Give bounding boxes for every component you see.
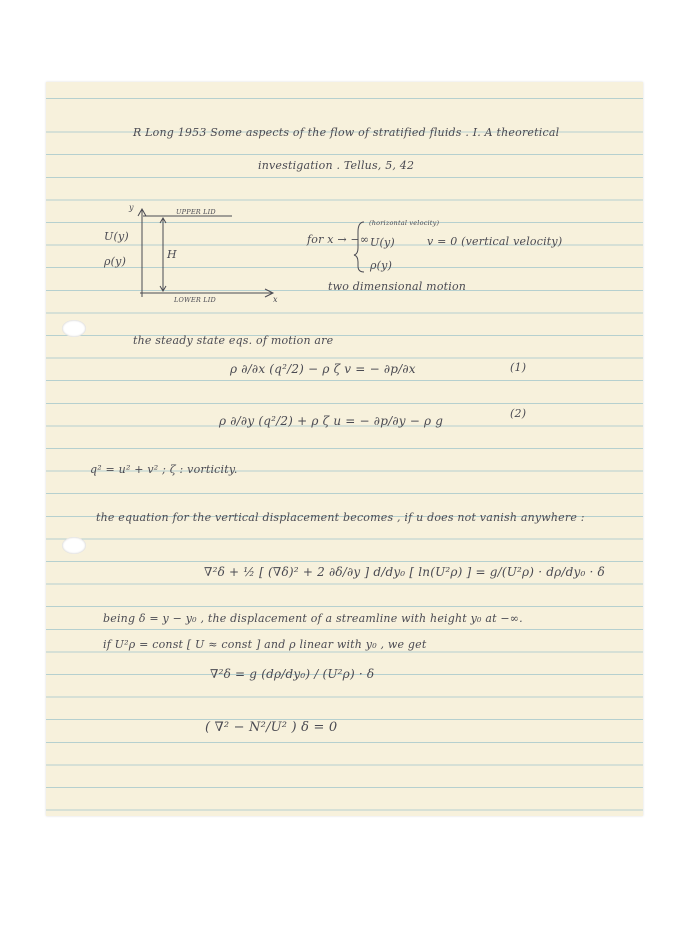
for-x-condition: for x → −∞ xyxy=(307,233,370,246)
left-brace xyxy=(354,222,364,272)
horizontal-velocity-note: (horizontal velocity) xyxy=(369,219,440,227)
equation-1: ρ ∂/∂x (q²/2) − ρ ζ v = − ∂p/∂x xyxy=(230,362,416,376)
q-definition: q² = u² + v² ; ζ : vorticity. xyxy=(90,463,238,476)
two-dimensional-note: two dimensional motion xyxy=(328,280,467,293)
v-equals-zero: v = 0 (vertical velocity) xyxy=(427,235,563,248)
displacement-intro: the equation for the vertical displacement becomes , if u does not vanish anywhere : xyxy=(96,511,585,524)
x-axis-label: x xyxy=(273,295,278,304)
u-of-y-label: U(y) xyxy=(104,230,129,243)
final-equation: ( ∇² − N²/U² ) δ = 0 xyxy=(205,720,338,735)
lower-lid-label: LOWER LID xyxy=(174,296,216,304)
delta-definition: being δ = y − y₀ , the displacement of a streamline with height y₀ at −∞. xyxy=(103,612,523,625)
reference-line: R Long 1953 Some aspects of the flow of stratified fluids . I. A theoretical xyxy=(133,126,560,139)
condition-rho: ρ(y) xyxy=(370,259,393,272)
simplified-equation: ∇²δ = g (dρ/dy₀) / (U²ρ) · δ xyxy=(210,667,375,681)
condition-u: U(y) xyxy=(370,236,395,249)
y-axis-label: y xyxy=(129,203,134,212)
rho-of-y-label: ρ(y) xyxy=(104,255,127,268)
equation-2-number: (2) xyxy=(510,407,527,420)
displacement-equation: ∇²δ + ½ [ (∇δ)² + 2 ∂δ/∂y ] d/dy₀ [ ln(U²ρ) ] = g/(U²ρ) · dρ/dy₀ · δ xyxy=(204,565,605,579)
upper-lid-label: UPPER LID xyxy=(176,208,216,216)
constant-condition: if U²ρ = const [ U ≈ const ] and ρ linear with y₀ , we get xyxy=(103,638,427,651)
equation-1-number: (1) xyxy=(510,361,527,374)
height-label: H xyxy=(167,248,177,261)
equation-2: ρ ∂/∂y (q²/2) + ρ ζ u = − ∂p/∂y − ρ g xyxy=(219,414,444,428)
reference-line-continued: investigation . Tellus, 5, 42 xyxy=(258,159,415,172)
motion-intro: the steady state eqs. of motion are xyxy=(133,334,334,347)
